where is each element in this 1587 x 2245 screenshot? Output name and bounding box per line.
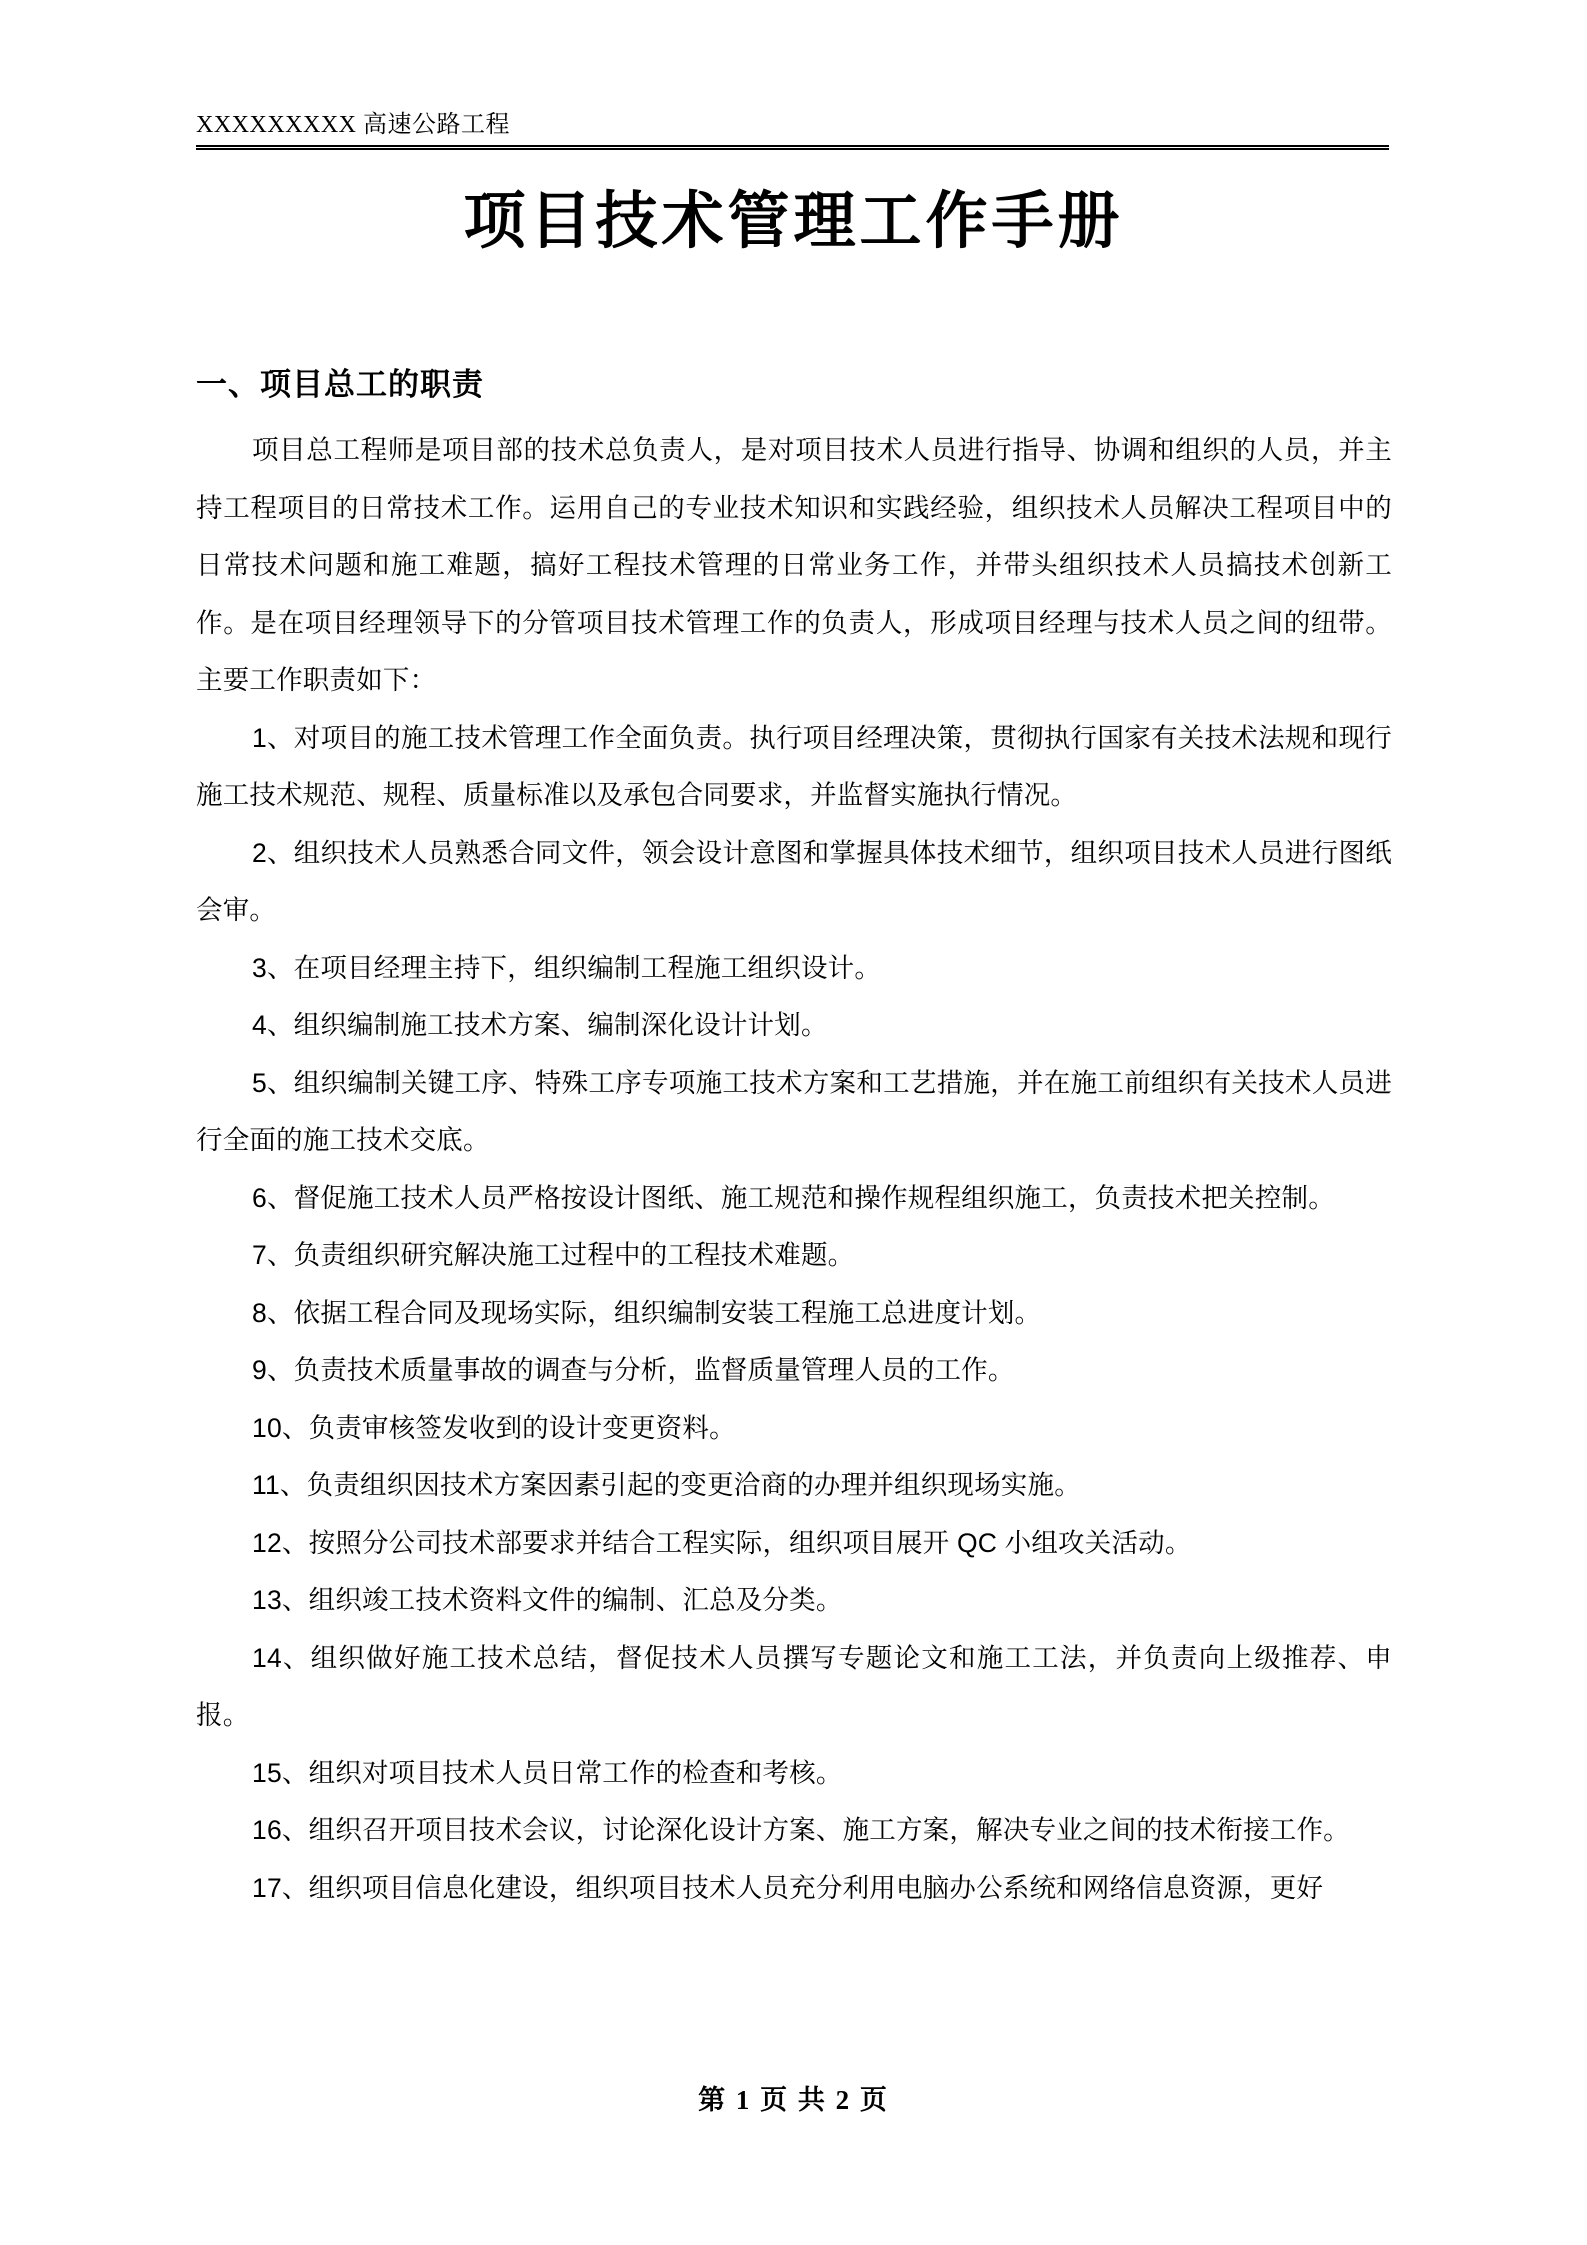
header-double-rule <box>196 145 1389 150</box>
responsibility-list <box>196 710 1392 1918</box>
list-item: 16、组织召开项目技术会议，讨论深化设计方案、施工方案，解决专业之间的技术衔接工作。 <box>252 1815 1350 1845</box>
page-number-footer: 第 1 页 共 2 页 <box>698 2085 889 2115</box>
list-item: 5、组织编制关键工序、特殊工序专项施工技术方案和工艺措施，并在施工前组织有关技术人员进行全面的施工技术交底。 <box>196 1067 1392 1155</box>
list-item: 3、在项目经理主持下，组织编制工程施工组织设计。 <box>252 952 882 983</box>
list-item: 1、对项目的施工技术管理工作全面负责。执行项目经理决策，贯彻执行国家有关技术法规和现行施工技术规范、规程、质量标准以及承包合同要求，并监督实施执行情况。 <box>196 722 1392 810</box>
list-item: 6、督促施工技术人员严格按设计图纸、施工规范和操作规程组织施工，负责技术把关控制。 <box>252 1182 1335 1213</box>
running-header <box>196 110 1389 150</box>
list-item: 9、负责技术质量事故的调查与分析，监督质量管理人员的工作。 <box>252 1355 1015 1385</box>
document-title: 项目技术管理工作手册 <box>463 188 1124 256</box>
list-item: 17、组织项目信息化建设，组织项目技术人员充分利用电脑办公系统和网络信息资源，更好 <box>252 1872 1324 1903</box>
list-item: 15、组织对项目技术人员日常工作的检查和考核。 <box>252 1757 843 1788</box>
document-body <box>196 362 1392 1917</box>
list-item: 11、负责组织因技术方案因素引起的变更洽商的办理并组织现场实施。 <box>252 1470 1081 1500</box>
intro-paragraph: 项目总工程师是项目部的技术总负责人，是对项目技术人员进行指导、协调和组织的人员，并主持工程项目的日常技术工作。运用自己的专业技术知识和实践经验，组织技术人员解决工程项目中的日常技术问题和施工难题，搞好工程技术管理的日常业务工作，并带头组织技术人员搞技术创新工作。是在项目经理领导下的分管项目技术管理工作的负责人，形成项目经理与技术人员之间的纽带。主要工作职责如下： <box>196 435 1392 695</box>
list-item: 13、组织竣工技术资料文件的编制、汇总及分类。 <box>252 1585 843 1615</box>
running-header-text: XXXXXXXXX 高速公路工程 <box>196 112 510 138</box>
list-item: 4、组织编制施工技术方案、编制深化设计计划。 <box>252 1010 828 1040</box>
list-item: 8、依据工程合同及现场实际，组织编制安装工程施工总进度计划。 <box>252 1297 1042 1328</box>
list-item: 2、组织技术人员熟悉合同文件，领会设计意图和掌握具体技术细节，组织项目技术人员进行图纸会审。 <box>196 837 1392 925</box>
list-item: 14、组织做好施工技术总结，督促技术人员撰写专题论文和施工工法，并负责向上级推荐、申报。 <box>196 1642 1392 1730</box>
list-item: 7、负责组织研究解决施工过程中的工程技术难题。 <box>252 1240 855 1270</box>
section-heading: 一、项目总工的职责 <box>196 367 484 402</box>
list-item: 12、按照分公司技术部要求并结合工程实际，组织项目展开 QC 小组攻关活动。 <box>252 1527 1192 1558</box>
list-item: 10、负责审核签发收到的设计变更资料。 <box>252 1412 736 1443</box>
